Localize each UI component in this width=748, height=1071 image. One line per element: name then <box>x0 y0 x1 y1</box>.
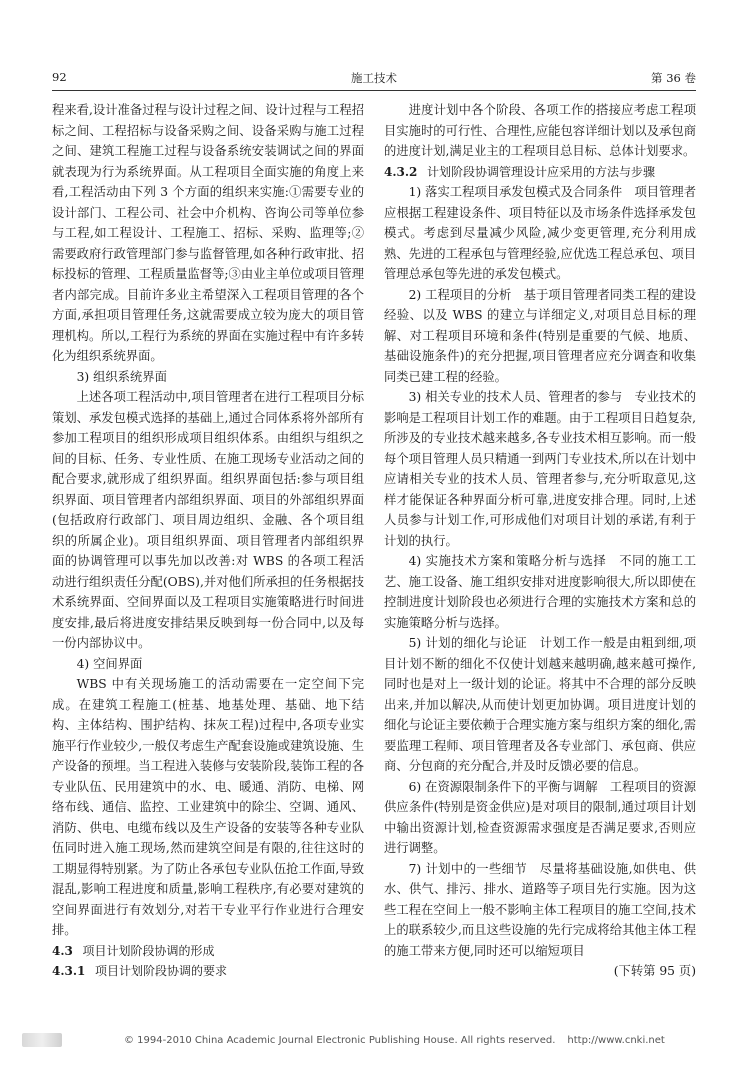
paragraph: WBS 中有关现场施工的活动需要在一定空间下完成。在建筑工程施工(桩基、地基处理、基础、地下结构、主体结构、围护结构、抹灰工程)过程中,各项专业实施平行作业较少,一般仅考虑生产配套设施或建筑设施、生产设备的预埋。当工程进入装修与安装阶段,装饰工程的各专业队伍、民用建筑中的水、电、暖通、消防、电梯、网络布线、通信、监控、工业建筑中的除尘、空调、通风、消防、供电、电缆布线以及生产设备的安装等各种专业队伍同时进入施工现场,然而建筑空间是有限的,往往这时的工期显得特别紧。为了防止各承包专业队伍抢工作面,导致混乱,影响工程进度和质量,影响工程秩序,有必要对建筑的空间界面进行有效划分,对若干专业平行作业进行合理安排。 <box>52 677 364 937</box>
right-column <box>384 100 696 982</box>
paragraph: 1) 落实工程项目承发包模式及合同条件 项目管理者应根据工程建设条件、项目特征以及市场条件选择承发包模式。考虑到尽量减少风险,减少变更管理,充分利用成熟、先进的工程承包与管理经验,应优选工程总承包、项目管理总承包等先进的承发包模式。 <box>384 185 696 281</box>
paragraph: 7) 计划中的一些细节 尽量将基础设施,如供电、供水、供气、排污、排水、道路等子项目先行实施。因为这些工程在空间上一般不影响主体工程项目的施工空间,技术上的联系较少,而且这些设施的先行完成将给其他主体工程的施工带来方便,同时还可以缩短项目 <box>384 861 696 958</box>
section-number: 4.3.1 <box>52 964 86 978</box>
paragraph: 3) 相关专业的技术人员、管理者的参与 专业技术的影响是工程项目计划工作的难题。由于工程项目日趋复杂,所涉及的专业技术越来越多,各专业技术相互影响。而一般每个项目管理人员只精通一到两门专业技术,所以在计划中应请相关专业的技术人员、管理者参与,充分听取意见,这样才能保证各种界面分析可靠,进度安排合理。同时,上述人员参与计划工作,可形成他们对项目计划的承诺,有利于计划的执行。 <box>384 390 696 548</box>
subsection-heading: 4) 空间界面 <box>76 656 143 671</box>
page-number: 92 <box>52 70 67 84</box>
section-number: 4.3 <box>52 943 73 958</box>
left-column <box>52 100 364 982</box>
cnki-logo-icon <box>22 1033 62 1047</box>
paragraph: 程来看,设计准备过程与设计过程之间、设计过程与工程招标之间、工程招标与设备采购之间、设备采购与施工过程之间、建筑工程施工过程与设备系统安装调试之间的界面就表现为行为系统界面。从工程项目全面实施的角度上来看,工程活动由下列 3 个方面的组织来实施:①需要专业的设计部门、工程公司、社会中介机构、咨询公司等单位参与工程,如工程设计、工程施工、招标、采购、监理等;②需要政府行政管理部门参与监督管理,如各种行政审批、招标投标的管理、工程质量监督等;③由业主单位或项目管理者内部完成。目前许多业主希望深入工程项目管理的各个方面,承担项目管理任务,这就需要成立较为庞大的项目管理机构。所以,工程行为系统的界面在实施过程中有许多转化为组织系统界面。 <box>52 103 364 363</box>
journal-name: 施工技术 <box>351 71 397 85</box>
paragraph: 进度计划中各个阶段、各项工作的搭接应考虑工程项目实施时的可行性、合理性,应能包容详细计划以及承包商的进度计划,满足业主的工程项目总目标、总体计划要求。 <box>384 103 696 158</box>
section-heading <box>52 961 364 982</box>
paragraph: 4) 实施技术方案和策略分析与选择 不同的施工工艺、施工设备、施工组织安排对进度影响很大,所以即使在控制进度计划阶段也必须进行合理的实施技术方案和总的实施策略分析与选择。 <box>384 554 696 630</box>
paragraph: 2) 工程项目的分析 基于项目管理者同类工程的建设经验、以及 WBS 的建立与详细定义,对项目总目标的理解、对工程项目环境和条件(特别是重要的气候、地质、基础设施条件)的充分把握,项目管理者应充分调查和收集同类已建工程的经验。 <box>384 287 696 384</box>
paragraph: 5) 计划的细化与论证 计划工作一般是由粗到细,项目计划不断的细化不仅使计划越来越明确,越来越可操作,同时也是对上一级计划的论证。将其中不合理的部分反映出来,并加以解决,从而使计划更加协调。项目进度计划的细化与论证主要依赖于合理实施方案与组织方案的细化,需要监理工程师、项目管理者及各专业部门、承包商、供应商、分包商的充分配合,并及时反馈必要的信息。 <box>384 636 696 773</box>
header-rule <box>52 90 696 91</box>
section-number: 4.3.2 <box>384 164 418 179</box>
section-heading <box>52 941 364 962</box>
section-title: 项目计划阶段协调的形成 <box>82 943 215 958</box>
footer-url[interactable]: http://www.cnki.net <box>567 1034 665 1046</box>
page-footer <box>22 1030 722 1050</box>
section-heading <box>384 162 696 183</box>
subsection-heading: 3) 组织系统界面 <box>76 369 167 384</box>
paragraph: 6) 在资源限制条件下的平衡与调解 工程项目的资源供应条件(特别是资金供应)是对项目的限制,通过项目计划中输出资源计划,检查资源需求强度是否满足要求,否则应进行调整。 <box>384 779 696 855</box>
volume-label: 第 36 卷 <box>651 71 696 85</box>
footer-copyright: © 1994-2010 China Academic Journal Electronic Publishing House. All rights reserved. <box>124 1034 556 1046</box>
section-title: 计划阶段协调管理设计应采用的方法与步骤 <box>427 164 656 179</box>
section-title: 项目计划阶段协调的要求 <box>95 964 228 978</box>
page-header <box>52 70 696 88</box>
continued-note: (下转第 95 页) <box>613 964 696 978</box>
paragraph: 上述各项工程活动中,项目管理者在进行工程项目分标策划、承发包模式选择的基础上,通过合同体系将外部所有参加工程项目的组织形成项目组织体系。由组织与组织之间的目标、任务、专业性质、在施工现场专业活动之间的配合要求,就形成了组织界面。组织界面包括:参与项目组织界面、项目管理者内部组织界面、项目的外部组织界面(包括政府行政部门、项目周边组织、金融、各个项目组织的所属企业)。项目组织界面、项目管理者内部组织界面的协调管理可以事先加以改善:对 WBS 的各项工程活动进行组织责任分配(OBS),并对他们所承担的任务根据技术系统界面、空间界面以及工程项目实施策略进行时间进度安排,最后将进度安排结果反映到每一份合同中,以及每一份内部协议中。 <box>52 390 364 650</box>
